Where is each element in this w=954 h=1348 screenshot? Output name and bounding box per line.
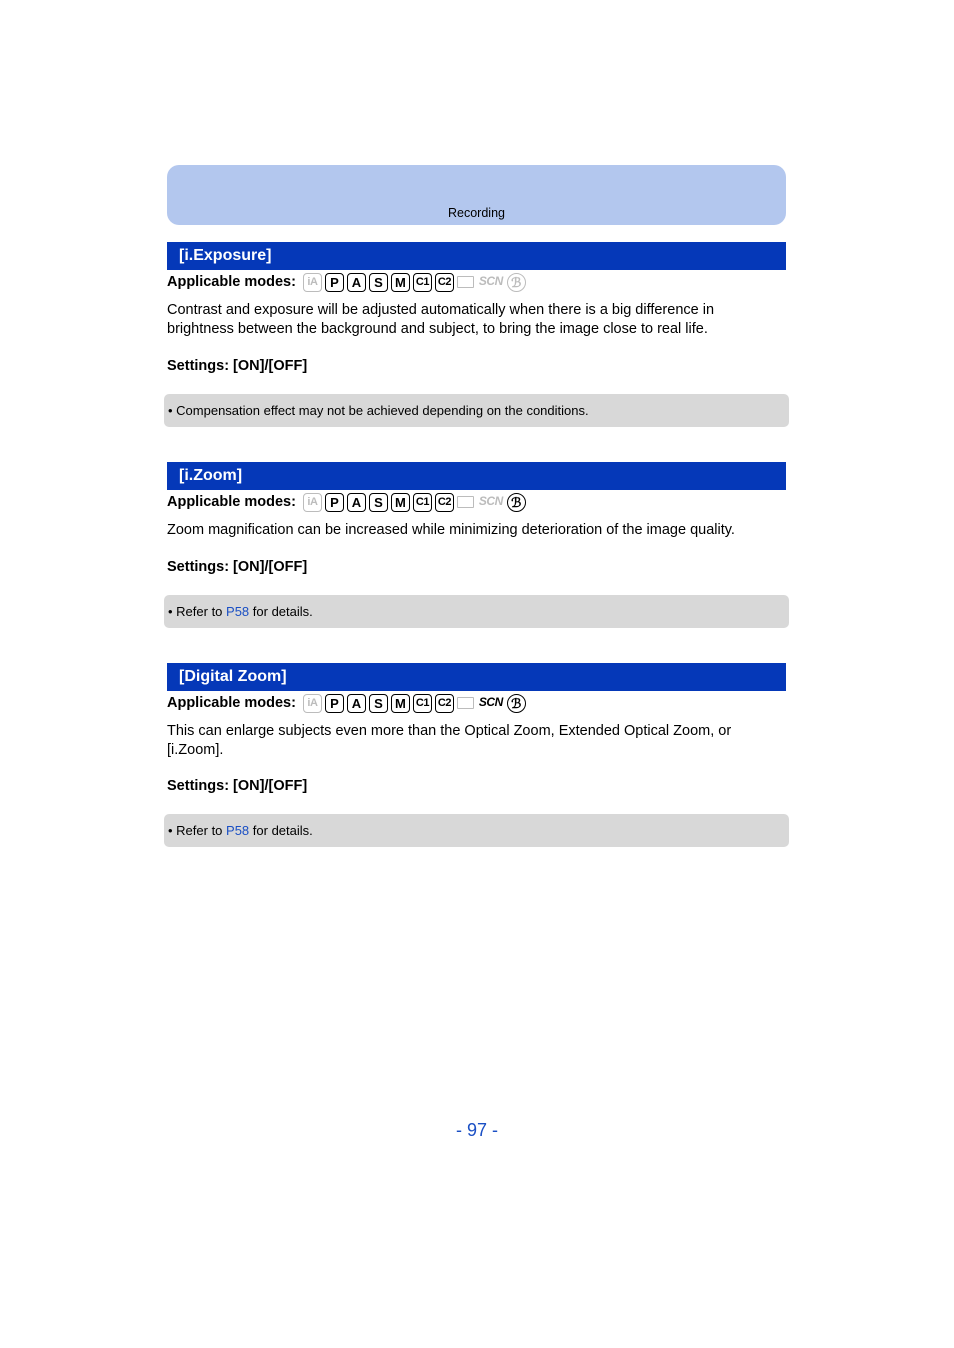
a-mode-icon: A (347, 493, 366, 512)
note-text: • Refer to (168, 823, 227, 838)
p-mode-icon: P (325, 694, 344, 713)
s-mode-icon: S (369, 493, 388, 512)
creative-control-mode-icon: ℬ (507, 273, 526, 292)
breadcrumb: Recording (448, 206, 505, 220)
scn-mode-icon: SCN (478, 493, 503, 508)
panorama-mode-icon (457, 697, 474, 709)
ia-mode-icon: iA (303, 493, 322, 512)
m-mode-icon: M (391, 273, 410, 292)
a-mode-icon: A (347, 273, 366, 292)
creative-control-mode-icon: ℬ (507, 493, 526, 512)
settings-i-exposure: Settings: [ON]/[OFF] (167, 358, 308, 374)
s-mode-icon: S (369, 273, 388, 292)
c1-mode-icon: C1 (413, 273, 432, 292)
s-mode-icon: S (369, 694, 388, 713)
note-i-zoom (164, 595, 789, 628)
panorama-mode-icon (457, 496, 474, 508)
c1-mode-icon: C1 (413, 493, 432, 512)
ia-mode-icon: iA (303, 273, 322, 292)
section-description-i-exposure: Contrast and exposure will be adjusted automatically when there is a big difference in brightness between the background and subject, to bring the image close to real life. (167, 302, 715, 337)
modes-label: Applicable modes: (167, 274, 296, 290)
c1-mode-icon: C1 (413, 694, 432, 713)
panorama-mode-icon (457, 276, 474, 288)
note-i-exposure: • Compensation effect may not be achieved depending on the conditions. (164, 394, 789, 427)
ia-mode-icon: iA (303, 694, 322, 713)
p-mode-icon: P (325, 493, 344, 512)
scn-mode-icon: SCN (478, 694, 503, 709)
page-link-p58[interactable]: P58 (226, 823, 250, 838)
section-title-digital-zoom: [Digital Zoom] (167, 663, 786, 691)
c2-mode-icon: C2 (435, 493, 454, 512)
a-mode-icon: A (347, 694, 366, 713)
applicable-modes-i-exposure (167, 271, 529, 293)
c2-mode-icon: C2 (435, 273, 454, 292)
scn-mode-icon: SCN (478, 273, 503, 288)
note-text: for details. (249, 823, 313, 838)
applicable-modes-digital-zoom (167, 692, 529, 714)
page-link-p58[interactable]: P58 (226, 604, 250, 619)
m-mode-icon: M (391, 694, 410, 713)
settings-digital-zoom: Settings: [ON]/[OFF] (167, 778, 308, 794)
p-mode-icon: P (325, 273, 344, 292)
note-text: for details. (249, 604, 313, 619)
modes-label: Applicable modes: (167, 695, 296, 711)
section-description-i-zoom: Zoom magnification can be increased while minimizing deterioration of the image quality. (167, 522, 735, 538)
note-digital-zoom (164, 814, 789, 847)
m-mode-icon: M (391, 493, 410, 512)
modes-label: Applicable modes: (167, 494, 296, 510)
section-title-i-exposure: [i.Exposure] (167, 242, 786, 270)
note-text: • Refer to (168, 604, 227, 619)
section-title-i-zoom: [i.Zoom] (167, 462, 786, 490)
applicable-modes-i-zoom (167, 491, 529, 513)
creative-control-mode-icon: ℬ (507, 694, 526, 713)
page-number: - 97 - (455, 1120, 498, 1140)
c2-mode-icon: C2 (435, 694, 454, 713)
settings-i-zoom: Settings: [ON]/[OFF] (167, 559, 308, 575)
section-description-digital-zoom: This can enlarge subjects even more than the Optical Zoom, Extended Optical Zoom, or [i.Zoom]. (167, 723, 732, 758)
chapter-header (167, 165, 786, 225)
